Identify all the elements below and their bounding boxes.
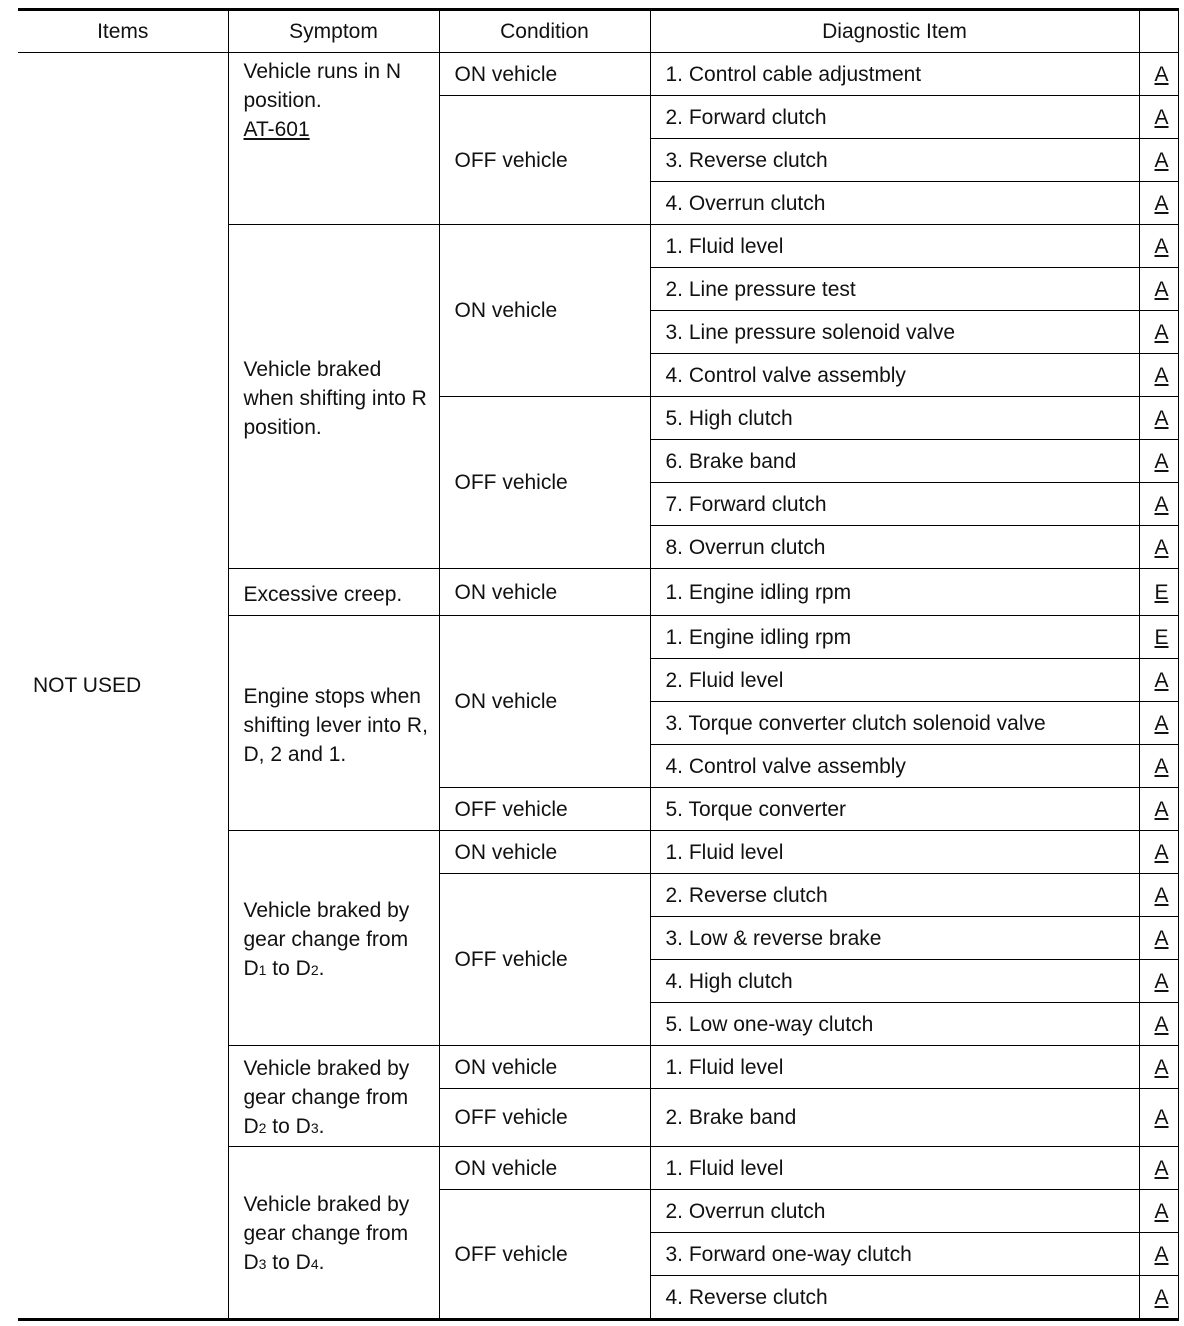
reference-link[interactable]: A [1139, 96, 1178, 139]
reference-link[interactable]: A [1139, 702, 1178, 745]
reference-link[interactable]: A [1139, 268, 1178, 311]
reference-link[interactable]: A [1139, 1276, 1178, 1320]
diagnostic-item-cell: 7. Forward clutch [650, 483, 1139, 526]
symptom-cell: Vehicle braked by gear change from D2 to D3. [228, 1046, 439, 1147]
diagnostic-item-cell: 6. Brake band [650, 440, 1139, 483]
reference-link[interactable]: A [1139, 139, 1178, 182]
condition-cell: OFF vehicle [439, 1089, 650, 1147]
diagnostic-item-cell: 3. Line pressure solenoid valve [650, 311, 1139, 354]
symptom-cell: Vehicle braked by gear change from D3 to D4. [228, 1147, 439, 1320]
header-symptom: Symptom [228, 10, 439, 53]
condition-cell: OFF vehicle [439, 874, 650, 1046]
header-items: Items [18, 10, 228, 53]
reference-link[interactable]: A [1139, 397, 1178, 440]
diagnostic-item-cell: 2. Reverse clutch [650, 874, 1139, 917]
diagnostic-item-cell: 4. High clutch [650, 960, 1139, 1003]
diagnostic-item-cell: 1. Control cable adjustment [650, 53, 1139, 96]
condition-cell: ON vehicle [439, 225, 650, 397]
reference-link[interactable]: A [1139, 311, 1178, 354]
diagnostic-item-cell: 1. Fluid level [650, 225, 1139, 268]
diagnostic-item-cell: 1. Engine idling rpm [650, 569, 1139, 616]
reference-link[interactable]: A [1139, 917, 1178, 960]
condition-cell: OFF vehicle [439, 788, 650, 831]
diagnostic-item-cell: 3. Forward one-way clutch [650, 1233, 1139, 1276]
reference-link[interactable]: A [1139, 440, 1178, 483]
reference-link[interactable]: A [1139, 659, 1178, 702]
diagnostic-item-cell: 2. Brake band [650, 1089, 1139, 1147]
diagnostic-item-cell: 1. Engine idling rpm [650, 616, 1139, 659]
reference-link[interactable]: A [1139, 831, 1178, 874]
header-row [18, 10, 1178, 53]
diagnostic-item-cell: 8. Overrun clutch [650, 526, 1139, 569]
reference-link[interactable]: A [1139, 788, 1178, 831]
diagnostic-table-wrapper [18, 8, 1169, 1313]
diagnostic-item-cell: 2. Overrun clutch [650, 1190, 1139, 1233]
symptom-link[interactable]: AT-601 [243, 118, 310, 141]
items-cell: NOT USED [18, 53, 228, 1320]
reference-link[interactable]: A [1139, 1046, 1178, 1089]
reference-link[interactable]: A [1139, 1233, 1178, 1276]
diagnostic-item-cell: 5. High clutch [650, 397, 1139, 440]
symptom-cell: Engine stops when shifting lever into R, D, 2 and 1. [228, 616, 439, 831]
diagnostic-table [18, 8, 1179, 1321]
condition-cell: OFF vehicle [439, 397, 650, 569]
reference-link[interactable]: A [1139, 53, 1178, 96]
reference-link[interactable]: A [1139, 1089, 1178, 1147]
reference-link[interactable]: A [1139, 225, 1178, 268]
condition-cell: ON vehicle [439, 831, 650, 874]
diagnostic-item-cell: 4. Control valve assembly [650, 745, 1139, 788]
diagnostic-item-cell: 4. Reverse clutch [650, 1276, 1139, 1320]
symptom-cell [228, 53, 439, 225]
diagnostic-item-cell: 2. Forward clutch [650, 96, 1139, 139]
reference-link[interactable]: A [1139, 526, 1178, 569]
diagnostic-item-cell: 3. Low & reverse brake [650, 917, 1139, 960]
diagnostic-item-cell: 3. Reverse clutch [650, 139, 1139, 182]
condition-cell: ON vehicle [439, 1147, 650, 1190]
diagnostic-item-cell: 4. Control valve assembly [650, 354, 1139, 397]
diagnostic-item-cell: 3. Torque converter clutch solenoid valve [650, 702, 1139, 745]
diagnostic-item-cell: 1. Fluid level [650, 831, 1139, 874]
reference-link[interactable]: A [1139, 354, 1178, 397]
reference-link[interactable]: A [1139, 483, 1178, 526]
header-reference [1139, 10, 1178, 53]
condition-cell: OFF vehicle [439, 1190, 650, 1320]
reference-link[interactable]: A [1139, 745, 1178, 788]
condition-cell: ON vehicle [439, 616, 650, 788]
diagnostic-item-cell: 1. Fluid level [650, 1147, 1139, 1190]
condition-cell: ON vehicle [439, 569, 650, 616]
reference-link[interactable]: E [1139, 569, 1178, 616]
diagnostic-item-cell: 4. Overrun clutch [650, 182, 1139, 225]
reference-link[interactable]: A [1139, 182, 1178, 225]
diagnostic-item-cell: 2. Line pressure test [650, 268, 1139, 311]
symptom-cell: Vehicle braked by gear change from D1 to D2. [228, 831, 439, 1046]
table-row [18, 53, 1178, 96]
diagnostic-item-cell: 5. Torque converter [650, 788, 1139, 831]
reference-link[interactable]: A [1139, 960, 1178, 1003]
condition-cell: OFF vehicle [439, 96, 650, 225]
reference-link[interactable]: E [1139, 616, 1178, 659]
diagnostic-item-cell: 2. Fluid level [650, 659, 1139, 702]
reference-link[interactable]: A [1139, 1147, 1178, 1190]
symptom-text: Vehicle runs in N position. [243, 60, 402, 112]
diagnostic-item-cell: 1. Fluid level [650, 1046, 1139, 1089]
symptom-cell: Vehicle braked when shifting into R position. [228, 225, 439, 569]
header-diagnostic-item: Diagnostic Item [650, 10, 1139, 53]
diagnostic-item-cell: 5. Low one-way clutch [650, 1003, 1139, 1046]
symptom-cell: Excessive creep. [228, 569, 439, 616]
reference-link[interactable]: A [1139, 874, 1178, 917]
condition-cell: ON vehicle [439, 1046, 650, 1089]
reference-link[interactable]: A [1139, 1003, 1178, 1046]
header-condition: Condition [439, 10, 650, 53]
reference-link[interactable]: A [1139, 1190, 1178, 1233]
condition-cell: ON vehicle [439, 53, 650, 96]
